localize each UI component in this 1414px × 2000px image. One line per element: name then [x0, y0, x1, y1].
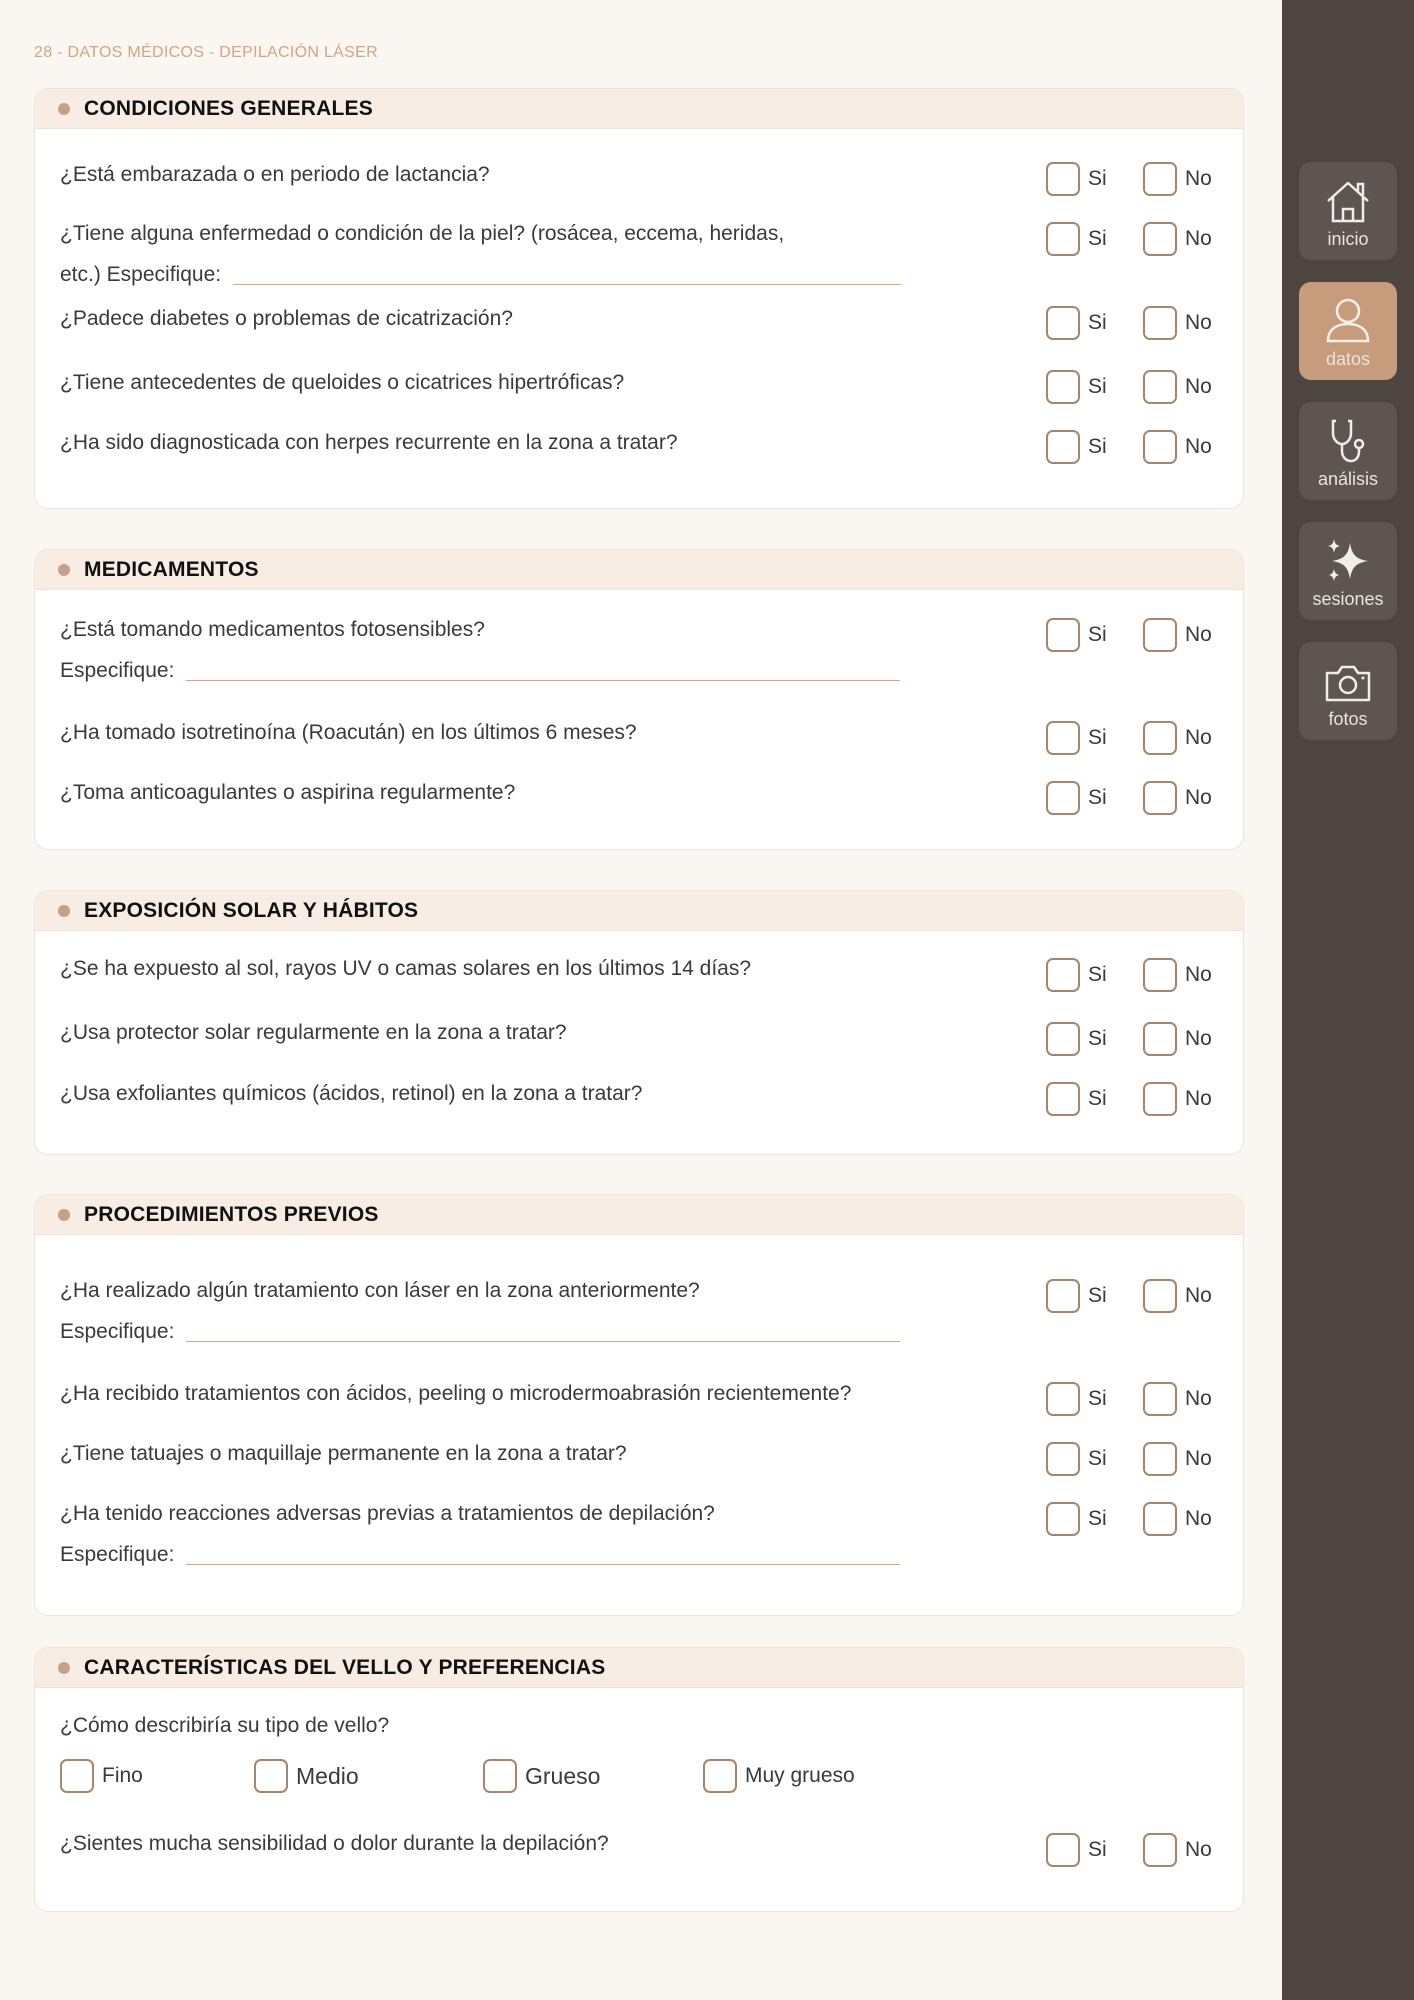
checkbox-label: Si — [1088, 311, 1107, 334]
checkbox-si[interactable] — [1046, 222, 1107, 256]
checkbox-si[interactable] — [1046, 306, 1107, 340]
question-queloides: ¿Tiene antecedentes de queloides o cicatrices hipertróficas? — [60, 371, 625, 394]
checkbox-box[interactable] — [1046, 1833, 1080, 1867]
checkbox-label: No — [1185, 1838, 1212, 1861]
checkbox-label: Si — [1088, 786, 1107, 809]
checkbox-label: No — [1185, 1387, 1212, 1410]
checkbox-box[interactable] — [1046, 1442, 1080, 1476]
checkbox-box[interactable] — [1046, 222, 1080, 256]
specify-label: Especifique: — [60, 1320, 175, 1343]
nav-analisis[interactable] — [1299, 402, 1397, 500]
checkbox-si[interactable] — [1046, 430, 1107, 464]
question-diabetes: ¿Padece diabetes o problemas de cicatrización? — [60, 307, 513, 330]
question-tipo-vello: ¿Cómo describiría su tipo de vello? — [60, 1714, 390, 1737]
checkbox-label: Si — [1088, 375, 1107, 398]
checkbox-box[interactable] — [703, 1759, 737, 1793]
checkbox-box[interactable] — [483, 1759, 517, 1793]
user-icon — [1324, 297, 1372, 343]
checkbox-box[interactable] — [1046, 162, 1080, 196]
checkbox-box[interactable] — [1046, 1382, 1080, 1416]
checkbox-si[interactable] — [1046, 1382, 1107, 1416]
section-procedimientos-previos — [34, 1194, 1244, 1616]
nav-datos[interactable] — [1299, 282, 1397, 380]
checkbox-label: No — [1185, 1507, 1212, 1530]
checkbox-si[interactable] — [1046, 1022, 1107, 1056]
checkbox-box[interactable] — [1143, 1082, 1177, 1116]
checkbox-si[interactable] — [1046, 958, 1107, 992]
checkbox-label: No — [1185, 1087, 1212, 1110]
section-header — [35, 89, 1243, 129]
option-grueso[interactable] — [483, 1759, 600, 1793]
checkbox-no[interactable] — [1143, 781, 1212, 815]
checkbox-no[interactable] — [1143, 1279, 1212, 1313]
question-protector-solar: ¿Usa protector solar regularmente en la zona a tratar? — [60, 1021, 567, 1044]
question-anticoagulantes: ¿Toma anticoagulantes o aspirina regularmente? — [60, 781, 516, 804]
checkbox-no[interactable] — [1143, 1082, 1212, 1116]
section-header — [35, 550, 1243, 590]
specify-row — [60, 1320, 900, 1344]
checkbox-box[interactable] — [1143, 1833, 1177, 1867]
question-fotosensibles: ¿Está tomando medicamentos fotosensibles? — [60, 618, 485, 641]
checkbox-si[interactable] — [1046, 370, 1107, 404]
question-isotretinoina: ¿Ha tomado isotretinoína (Roacután) en los últimos 6 meses? — [60, 721, 637, 744]
checkbox-si[interactable] — [1046, 1833, 1107, 1867]
checkbox-label: No — [1185, 227, 1212, 250]
section-title: MEDICAMENTOS — [84, 557, 259, 581]
checkbox-si[interactable] — [1046, 1082, 1107, 1116]
checkbox-no[interactable] — [1143, 1833, 1212, 1867]
stethoscope-icon — [1324, 417, 1372, 463]
option-label: Grueso — [525, 1762, 601, 1789]
checkbox-label: No — [1185, 963, 1212, 986]
specify-line[interactable] — [186, 1341, 900, 1342]
checkbox-box[interactable] — [1143, 618, 1177, 652]
checkbox-box[interactable] — [1046, 1502, 1080, 1536]
section-title: EXPOSICIÓN SOLAR Y HÁBITOS — [84, 898, 419, 922]
checkbox-box[interactable] — [1143, 958, 1177, 992]
question-reacciones-adversas: ¿Ha tenido reacciones adversas previas a tratamientos de depilación? — [60, 1502, 715, 1525]
checkbox-label: Si — [1088, 1387, 1107, 1410]
checkbox-no[interactable] — [1143, 1442, 1212, 1476]
checkbox-label: No — [1185, 623, 1212, 646]
checkbox-label: Si — [1088, 1838, 1107, 1861]
checkbox-si[interactable] — [1046, 781, 1107, 815]
camera-icon — [1324, 663, 1372, 703]
checkbox-no[interactable] — [1143, 721, 1212, 755]
section-medicamentos — [34, 549, 1244, 850]
section-title: CONDICIONES GENERALES — [84, 96, 373, 120]
home-icon — [1324, 179, 1372, 223]
section-title: PROCEDIMIENTOS PREVIOS — [84, 1202, 379, 1226]
checkbox-box[interactable] — [1143, 222, 1177, 256]
section-exposicion-solar — [34, 890, 1244, 1155]
checkbox-no[interactable] — [1143, 1502, 1212, 1536]
checkbox-box[interactable] — [1143, 1022, 1177, 1056]
checkbox-no[interactable] — [1143, 958, 1212, 992]
question-exposicion-sol: ¿Se ha expuesto al sol, rayos UV o camas solares en los últimos 14 días? — [60, 957, 752, 980]
checkbox-box[interactable] — [1046, 1022, 1080, 1056]
checkbox-si[interactable] — [1046, 618, 1107, 652]
checkbox-label: No — [1185, 435, 1212, 458]
bullet-dot — [58, 905, 70, 917]
checkbox-no[interactable] — [1143, 1022, 1212, 1056]
question-herpes: ¿Ha sido diagnosticada con herpes recurrente en la zona a tratar? — [60, 431, 678, 454]
checkbox-box[interactable] — [1143, 1442, 1177, 1476]
bullet-dot — [58, 1662, 70, 1674]
nav-label: sesiones — [1312, 589, 1384, 609]
checkbox-label: No — [1185, 167, 1212, 190]
checkbox-label: Si — [1088, 1284, 1107, 1307]
checkbox-box[interactable] — [1046, 430, 1080, 464]
checkbox-si[interactable] — [1046, 162, 1107, 196]
checkbox-no[interactable] — [1143, 162, 1212, 196]
checkbox-label: Si — [1088, 726, 1107, 749]
question-acidos-peeling: ¿Ha recibido tratamientos con ácidos, peeling o microdermoabrasión recientemente? — [60, 1382, 852, 1405]
checkbox-box[interactable] — [1143, 430, 1177, 464]
checkbox-box[interactable] — [1046, 618, 1080, 652]
checkbox-box[interactable] — [1143, 781, 1177, 815]
checkbox-label: Si — [1088, 623, 1107, 646]
checkbox-label: Si — [1088, 963, 1107, 986]
section-title: CARACTERÍSTICAS DEL VELLO Y PREFERENCIAS — [84, 1655, 606, 1679]
section-header — [35, 1648, 1243, 1688]
bullet-dot — [58, 1209, 70, 1221]
checkbox-label: Si — [1088, 1087, 1107, 1110]
checkbox-si[interactable] — [1046, 1502, 1107, 1536]
sidebar-nav — [1282, 0, 1414, 2000]
checkbox-box[interactable] — [1046, 721, 1080, 755]
checkbox-label: Si — [1088, 435, 1107, 458]
nav-label: datos — [1325, 349, 1371, 369]
checkbox-no[interactable] — [1143, 222, 1212, 256]
checkbox-box[interactable] — [1143, 721, 1177, 755]
section-condiciones-generales — [34, 88, 1244, 509]
checkbox-si[interactable] — [1046, 1279, 1107, 1313]
specify-line[interactable] — [186, 1564, 900, 1565]
checkbox-box[interactable] — [1046, 958, 1080, 992]
question-tatuajes: ¿Tiene tatuajes o maquillaje permanente en la zona a tratar? — [60, 1442, 627, 1465]
option-label: Medio — [296, 1762, 359, 1789]
specify-line[interactable] — [233, 284, 901, 285]
checkbox-label: No — [1185, 375, 1212, 398]
checkbox-box[interactable] — [1143, 370, 1177, 404]
checkbox-label: Si — [1088, 1447, 1107, 1470]
checkbox-box[interactable] — [1046, 781, 1080, 815]
checkbox-box[interactable] — [1143, 1502, 1177, 1536]
checkbox-box[interactable] — [1046, 370, 1080, 404]
option-medio[interactable] — [254, 1759, 359, 1793]
checkbox-box[interactable] — [1046, 1082, 1080, 1116]
specify-label: Especifique: — [60, 659, 175, 682]
nav-sesiones[interactable] — [1299, 522, 1397, 620]
checkbox-box[interactable] — [1143, 162, 1177, 196]
checkbox-si[interactable] — [1046, 721, 1107, 755]
checkbox-box[interactable] — [1046, 306, 1080, 340]
specify-row — [60, 1543, 900, 1567]
checkbox-box[interactable] — [60, 1759, 94, 1793]
checkbox-no[interactable] — [1143, 306, 1212, 340]
option-label: Fino — [102, 1764, 143, 1787]
checkbox-box[interactable] — [1046, 1279, 1080, 1313]
question-enfermedad-piel-cont: etc.) Especifique: — [60, 263, 222, 286]
nav-label: inicio — [1327, 229, 1369, 249]
question-exfoliantes: ¿Usa exfoliantes químicos (ácidos, retinol) en la zona a tratar? — [60, 1082, 643, 1105]
sparkles-icon — [1324, 537, 1372, 583]
checkbox-label: No — [1185, 311, 1212, 334]
bullet-dot — [58, 564, 70, 576]
section-header — [35, 1195, 1243, 1235]
checkbox-no[interactable] — [1143, 370, 1212, 404]
checkbox-box[interactable] — [254, 1759, 288, 1793]
question-sensibilidad-dolor: ¿Sientes mucha sensibilidad o dolor durante la depilación? — [60, 1832, 609, 1855]
checkbox-label: No — [1185, 786, 1212, 809]
checkbox-label: Si — [1088, 167, 1107, 190]
checkbox-si[interactable] — [1046, 1442, 1107, 1476]
checkbox-no[interactable] — [1143, 430, 1212, 464]
checkbox-box[interactable] — [1143, 1279, 1177, 1313]
checkbox-box[interactable] — [1143, 1382, 1177, 1416]
checkbox-no[interactable] — [1143, 1382, 1212, 1416]
nav-fotos[interactable] — [1299, 642, 1397, 740]
checkbox-label: No — [1185, 726, 1212, 749]
checkbox-label: No — [1185, 1027, 1212, 1050]
question-embarazada: ¿Está embarazada o en periodo de lactancia? — [60, 163, 490, 186]
bullet-dot — [58, 103, 70, 115]
question-laser-previo: ¿Ha realizado algún tratamiento con láser en la zona anteriormente? — [60, 1279, 700, 1302]
option-label: Muy grueso — [745, 1764, 855, 1787]
nav-label: fotos — [1328, 709, 1368, 729]
option-fino[interactable] — [60, 1759, 143, 1793]
checkbox-box[interactable] — [1143, 306, 1177, 340]
option-muy-grueso[interactable] — [703, 1759, 855, 1793]
section-header — [35, 891, 1243, 931]
question-enfermedad-piel: ¿Tiene alguna enfermedad o condición de la piel? (rosácea, eccema, heridas, — [60, 222, 785, 245]
checkbox-label: Si — [1088, 1027, 1107, 1050]
section-caracteristicas-vello — [34, 1647, 1244, 1912]
checkbox-label: No — [1185, 1284, 1212, 1307]
page-label: 28 - DATOS MÉDICOS - DEPILACIÓN LÁSER — [34, 44, 378, 61]
checkbox-label: Si — [1088, 227, 1107, 250]
specify-line[interactable] — [186, 680, 900, 681]
checkbox-label: Si — [1088, 1507, 1107, 1530]
specify-label: Especifique: — [60, 1543, 175, 1566]
specify-row — [60, 263, 901, 287]
nav-label: análisis — [1317, 469, 1379, 489]
checkbox-label: No — [1185, 1447, 1212, 1470]
specify-row — [60, 659, 900, 683]
nav-inicio[interactable] — [1299, 162, 1397, 260]
checkbox-no[interactable] — [1143, 618, 1212, 652]
